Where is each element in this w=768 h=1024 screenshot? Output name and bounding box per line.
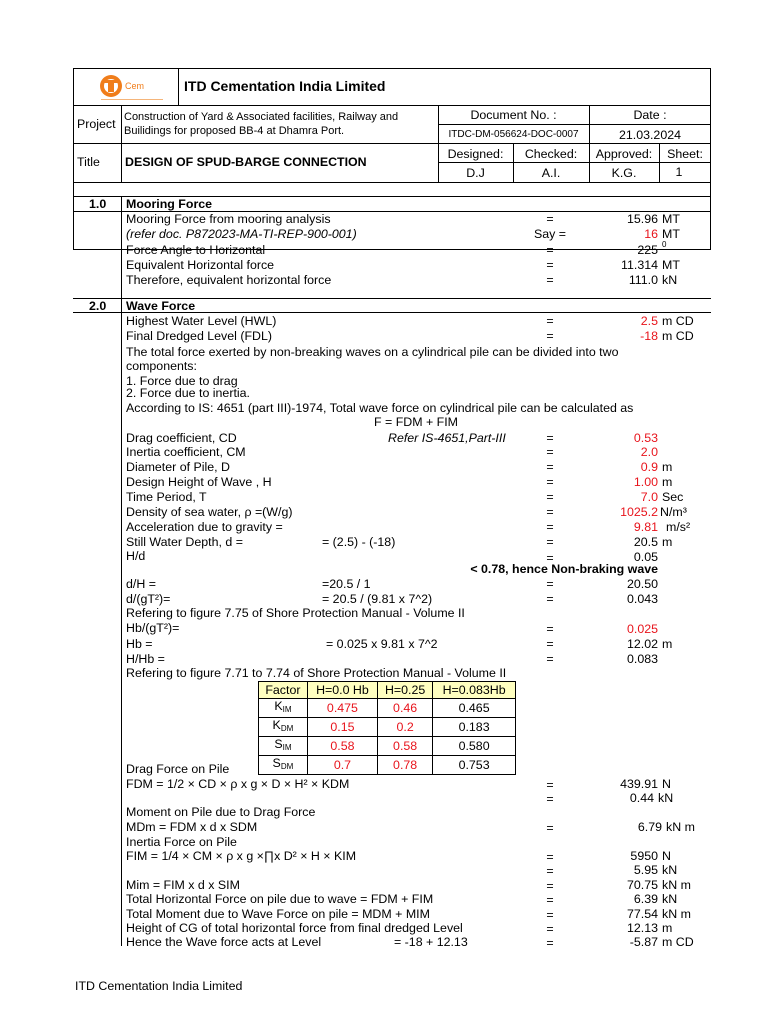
unit: m CD <box>662 314 694 328</box>
sheet-value: 1 <box>675 165 683 179</box>
eq: = <box>546 850 554 864</box>
density-label: Density of sea water, ρ =(W/g) <box>126 505 293 519</box>
hhb-value: 0.083 <box>626 652 658 666</box>
hd-value: 0.05 <box>633 550 658 564</box>
company-logo <box>95 72 175 104</box>
unit: m CD <box>662 935 694 949</box>
eq: = <box>546 490 554 504</box>
eq: = <box>546 622 554 636</box>
eq: = <box>546 520 554 534</box>
still-water-depth-formula: = (2.5) - (-18) <box>322 535 396 549</box>
eq: = <box>546 273 554 287</box>
table-row: $S_{IM}$ 0.58 0.58 0.580 <box>259 737 516 756</box>
date-value: 21.03.2024 <box>618 128 681 142</box>
document-no: ITDC-DM-056624-DOC-0007 <box>448 129 579 140</box>
eq: = <box>546 535 554 549</box>
designed-value: D.J <box>466 166 485 180</box>
eq: = <box>546 431 554 445</box>
paragraph-1: The total force exerted by non-breaking waves on a cylindrical pile can be divided into two <box>126 345 619 359</box>
dia-value: 0.9 <box>640 460 658 474</box>
equiv-horizontal-force-label: Equivalent Horizontal force <box>126 258 275 272</box>
table-header: H=0.25 <box>378 682 433 699</box>
unit: N <box>662 777 671 791</box>
designed-label: Designed: <box>447 147 504 161</box>
unit: kN <box>662 892 678 906</box>
dgt-label: d/(gT²)= <box>126 592 171 606</box>
eq: = <box>546 445 554 459</box>
paragraph-5: According to IS: 4651 (part III)-1974, Total wave force on cylindrical pile can be calculated as <box>126 401 634 415</box>
table-row: $K_{IM}$ 0.475 0.46 0.465 <box>259 699 516 718</box>
mim-value: 70.75 <box>626 878 658 892</box>
project-line-1: Construction of Yard & Associated facilities, Railway and <box>124 111 399 123</box>
dh-value: 20.50 <box>626 577 658 591</box>
hb-formula: = 0.025 x 9.81 x 7^2 <box>326 637 438 651</box>
mooring-say-value: 16 <box>644 227 658 241</box>
project-label: Project <box>77 117 116 131</box>
table-row: $S_{DM}$ 0.7 0.78 0.753 <box>259 756 516 775</box>
eq: = <box>546 792 554 806</box>
cm-value: 2.0 <box>640 445 658 459</box>
non-breaking-note: < 0.78, hence Non-braking wave <box>470 562 658 576</box>
fim-value-n: 5950 <box>630 849 658 863</box>
unit: kN m <box>666 820 695 834</box>
section-1-number: 1.0 <box>89 197 107 211</box>
fdl-value: -18 <box>640 329 658 343</box>
table-row: $K_{DM}$ 0.15 0.2 0.183 <box>259 718 516 737</box>
mooring-force-label: Mooring Force from mooring analysis <box>126 212 331 226</box>
unit: Sec <box>662 490 684 504</box>
unit: MT <box>662 258 680 272</box>
paragraph-3: 1. Force due to drag <box>126 374 238 388</box>
reference-1: Refering to figure 7.75 of Shore Protection Manual - Volume II <box>126 606 465 620</box>
company-name: ITD Cementation India Limited <box>184 78 386 94</box>
paragraph-4: 2. Force due to inertia. <box>126 386 250 400</box>
section-2-title: Wave Force <box>126 299 196 313</box>
document-no-label: Document No. : <box>470 108 557 122</box>
eq: = <box>546 258 554 272</box>
unit: m <box>662 637 673 651</box>
time-period-label: Time Period, T <box>126 490 207 504</box>
fim-formula: FIM = 1/4 × CM × ρ x g ×∏x D² × H × KIM <box>126 849 357 863</box>
unit: m <box>662 921 673 935</box>
cd-ref: Refer IS-4651,Part-III <box>388 431 506 445</box>
hbgt-label: Hb/(gT²)= <box>126 621 180 635</box>
eq: = <box>546 551 554 565</box>
cg-height-value: 12.13 <box>626 921 658 935</box>
degree-sup: 0 <box>662 240 667 249</box>
total-horizontal-force-value: 6.39 <box>633 892 658 906</box>
equiv-force-kn-value: 111.0 <box>628 273 658 287</box>
mooring-force-value: 15.96 <box>626 212 658 226</box>
eq: = <box>546 577 554 591</box>
wave-height-value: 1.00 <box>633 475 658 489</box>
unit: m <box>662 535 673 549</box>
still-water-depth-value: 20.5 <box>633 535 658 549</box>
eq: = <box>546 329 554 343</box>
dgt-value: 0.043 <box>626 592 658 606</box>
paragraph-2: components: <box>126 359 197 373</box>
unit: MT <box>662 227 680 241</box>
fdm-formula: FDM = 1/2 × CD × ρ x g × D × H² × KDM <box>126 777 350 791</box>
footer-company: ITD Cementation India Limited <box>75 979 243 993</box>
eq: = <box>546 212 554 226</box>
unit: kN <box>658 791 674 805</box>
eq: = <box>546 821 554 835</box>
hbgt-value: 0.025 <box>626 622 658 636</box>
mdm-formula: MDm = FDM x d x SDM <box>126 820 258 834</box>
unit: m <box>662 475 673 489</box>
force-angle-value: 225 <box>637 243 658 257</box>
approved-value: K.G. <box>611 166 637 180</box>
mim-formula: Mim = FIM x d x SIM <box>126 878 240 892</box>
section-2-number: 2.0 <box>89 299 107 313</box>
dia-label: Diameter of Pile, D <box>126 460 230 474</box>
gravity-label: Acceleration due to gravity = <box>126 520 283 534</box>
eq: = <box>546 592 554 606</box>
factor-table <box>258 681 516 775</box>
dgt-formula: = 20.5 / (9.81 x 7^2) <box>322 592 433 606</box>
eq: = <box>546 652 554 666</box>
eq: = <box>546 460 554 474</box>
equiv-horizontal-force-value: 11.314 <box>621 258 658 272</box>
unit: kN m <box>662 907 691 921</box>
eq: = <box>546 505 554 519</box>
eq: = <box>546 778 554 792</box>
force-angle-label: Force Angle to Horizontal <box>126 243 266 257</box>
gravity-value: 9.81 <box>633 520 658 534</box>
unit: MT <box>662 212 680 226</box>
fdm-value-n: 439.91 <box>620 777 658 791</box>
eq: = <box>546 243 554 257</box>
eq: = <box>546 936 554 950</box>
cm-label: Inertia coefficient, CM <box>126 445 246 459</box>
fim-value-kn: 5.95 <box>633 863 658 877</box>
unit: kN <box>662 273 678 287</box>
eq: = <box>546 314 554 328</box>
hhb-label: H/Hb = <box>126 652 165 666</box>
force-level-formula: = -18 + 12.13 <box>394 935 468 949</box>
cg-height-label: Height of CG of total horizontal force from final dredged Level <box>126 921 463 935</box>
eq: = <box>546 908 554 922</box>
dh-label: d/H = <box>126 577 156 591</box>
project-line-2: Builidings for proposed BB-4 at Dhamra Port. <box>124 125 345 137</box>
formula-f: F = FDM + FIM <box>374 415 458 429</box>
svg-text:Cem: Cem <box>125 81 145 91</box>
checked-label: Checked: <box>524 147 578 161</box>
fdm-value-kn: 0.44 <box>629 791 654 805</box>
approved-label: Approved: <box>595 147 653 161</box>
unit: kN <box>662 863 678 877</box>
table-header: Factor <box>259 682 308 699</box>
hb-label: Hb = <box>126 637 153 651</box>
wave-height-label: Design Height of Wave , H <box>126 475 272 489</box>
hd-label: H/d <box>126 549 146 563</box>
eq: = <box>546 864 554 878</box>
eq: = <box>546 879 554 893</box>
eq: = <box>546 475 554 489</box>
hb-value: 12.02 <box>626 637 658 651</box>
hwl-value: 2.5 <box>640 314 658 328</box>
inertia-force-title: Inertia Force on Pile <box>126 835 237 849</box>
unit: N/m³ <box>660 505 687 519</box>
date-label: Date : <box>633 108 667 122</box>
mooring-ref: (refer doc. P872023-MA-TI-REP-900-001) <box>126 227 357 241</box>
table-header: H=0.083Hb <box>433 682 516 699</box>
mdm-value: 6.79 <box>637 820 662 834</box>
unit: m <box>662 460 673 474</box>
time-period-value: 7.0 <box>640 490 658 504</box>
unit: kN m <box>662 878 691 892</box>
hwl-label: Highest Water Level (HWL) <box>126 314 277 328</box>
document-title: DESIGN OF SPUD-BARGE CONNECTION <box>125 155 367 169</box>
equiv-force-kn-label: Therefore, equivalent horizontal force <box>126 273 332 287</box>
cd-value: 0.53 <box>633 431 658 445</box>
moment-drag-title: Moment on Pile due to Drag Force <box>126 805 316 819</box>
force-level-label: Hence the Wave force acts at Level <box>126 935 322 949</box>
total-moment-label: Total Moment due to Wave Force on pile = MDM + MIM <box>126 907 430 921</box>
say-label: Say = <box>533 227 567 241</box>
eq: = <box>546 893 554 907</box>
force-level-value: -5.87 <box>629 935 658 949</box>
fdl-label: Final Dredged Level (FDL) <box>126 329 272 343</box>
still-water-depth-label: Still Water Depth, d = <box>126 535 243 549</box>
title-label: Title <box>77 155 100 169</box>
density-value: 1025.2 <box>620 505 658 519</box>
dh-formula: =20.5 / 1 <box>322 577 371 591</box>
total-horizontal-force-label: Total Horizontal Force on pile due to wave = FDM + FIM <box>126 892 434 906</box>
unit: N <box>662 849 671 863</box>
checked-value: A.I. <box>541 166 561 180</box>
unit: m CD <box>662 329 694 343</box>
reference-2: Refering to figure 7.71 to 7.74 of Shore Protection Manual - Volume II <box>126 666 507 680</box>
unit: m/s² <box>666 520 691 534</box>
sheet-label: Sheet: <box>667 147 703 161</box>
eq: = <box>546 637 554 651</box>
total-moment-value: 77.54 <box>626 907 658 921</box>
eq: = <box>546 922 554 936</box>
drag-force-title: Drag Force on Pile <box>126 762 230 776</box>
cd-label: Drag coefficient, CD <box>126 431 237 445</box>
table-header: H=0.0 Hb <box>307 682 377 699</box>
section-1-title: Mooring Force <box>126 197 213 211</box>
